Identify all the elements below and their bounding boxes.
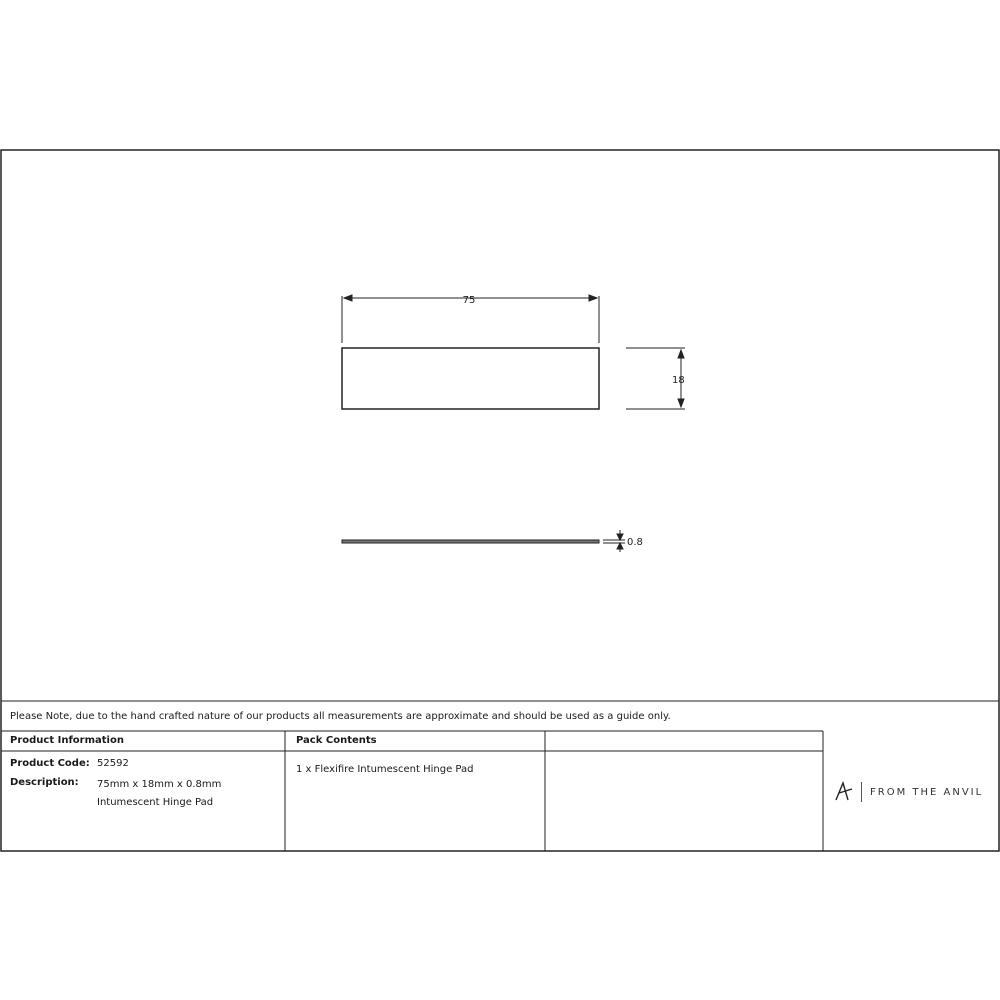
description-label: Description: (10, 777, 79, 788)
description-value: 75mm x 18mm x 0.8mm Intumescent Hinge Pad (97, 779, 222, 808)
thickness-dimension-label: 0.8 (627, 537, 643, 548)
product-code-label: Product Code: (10, 758, 90, 769)
plate-side-view (342, 540, 599, 543)
plate-top-view (342, 348, 599, 409)
brand-separator (861, 782, 862, 802)
pack-contents-header: Pack Contents (296, 735, 377, 746)
product-code-value: 52592 (97, 758, 129, 769)
sheet-border (1, 150, 999, 851)
pack-contents-item: 1 x Flexifire Intumescent Hinge Pad (296, 764, 474, 775)
thickness-dimension (603, 530, 625, 552)
product-info-header: Product Information (10, 735, 124, 746)
disclaimer-note: Please Note, due to the hand crafted nature of our products all measurements are approximate and should be used as a guide only. (10, 711, 671, 722)
length-dimension-label: 75 (462, 295, 476, 306)
width-dimension-label: 18 (672, 375, 685, 386)
brand-logo (833, 781, 983, 803)
brand-name: FROM THE ANVIL (870, 786, 984, 798)
